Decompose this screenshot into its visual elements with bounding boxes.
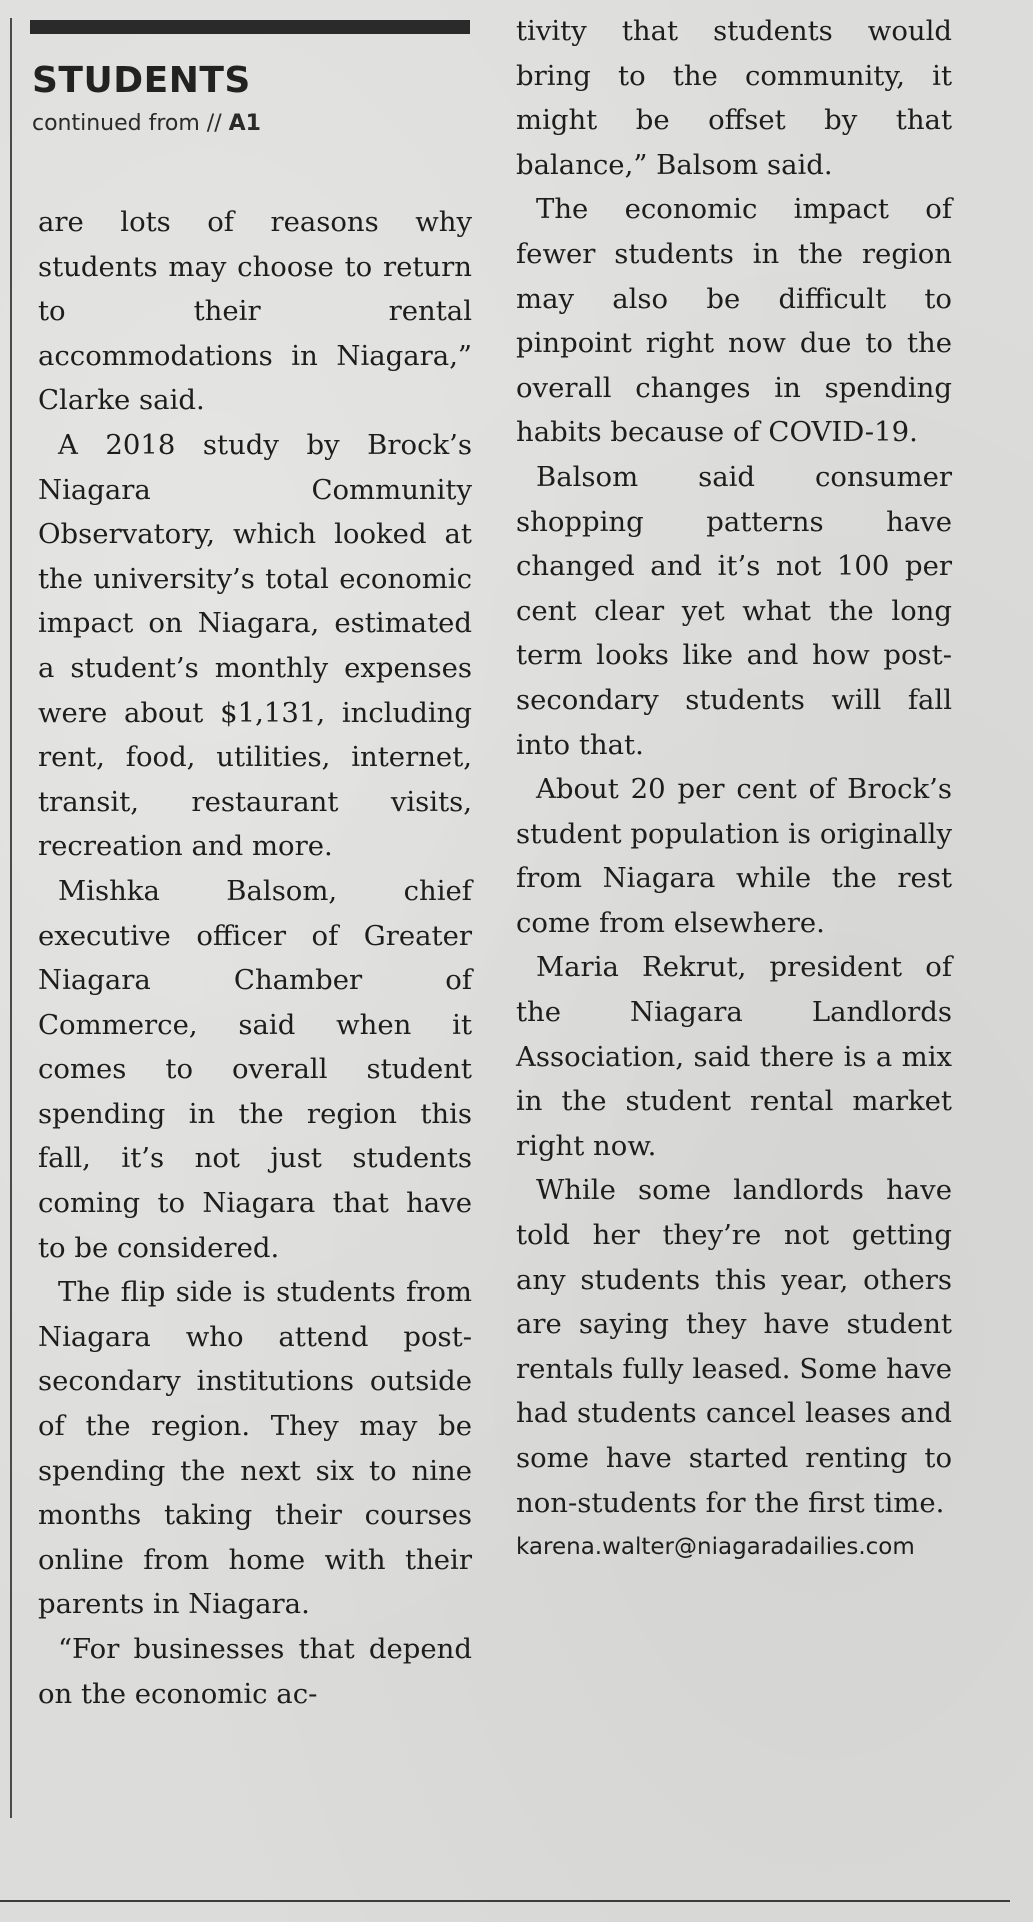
continued-prefix: continued from // (32, 111, 222, 136)
paragraph: Maria Rekrut, president of the Niagara Landlords Association, said there is a mix in the student rental market right now. (516, 951, 952, 1162)
author-email-byline: karena.walter@niagaradailies.com (516, 1534, 915, 1561)
continued-page-ref: A1 (228, 111, 261, 136)
article-column-left (38, 200, 472, 1716)
continued-from-line (32, 111, 261, 136)
paragraph: tivity that students would bring to the community, it might be offset by that balance,” Balsom said. (516, 15, 952, 181)
paragraph: are lots of reasons why students may choose to return to their rental accommodations in Niagara,” Clarke said. (38, 206, 472, 417)
paragraph: About 20 per cent of Brock’s student population is originally from Niagara while the rest come from elsewhere. (516, 773, 952, 939)
paragraph: While some landlords have told her they’re not getting any students this year, others are saying they have student rentals fully leased. Some have had students cancel leases and some have started renting to non-students for the first time. (516, 1174, 952, 1519)
article-column-right (516, 9, 952, 1569)
paragraph: “For businesses that depend on the economic ac- (38, 1633, 472, 1710)
paragraph: The flip side is students from Niagara who attend post-secondary institutions outside of the region. They may be spending the next six to nine months taking their courses online from home with their parents in Niagara. (38, 1276, 472, 1621)
article-kicker: STUDENTS (32, 60, 251, 101)
paragraph: The economic impact of fewer students in the region may also be difficult to pinpoint right now due to the overall changes in spending habits because of COVID-19. (516, 193, 952, 449)
paragraph: A 2018 study by Brock’s Niagara Community Observatory, which looked at the university’s total economic impact on Niagara, estimated a student’s monthly expenses were about $1,131, including rent, food, utilities, internet, transit, restaurant visits, recreation and more. (38, 428, 472, 863)
column-divider-line (10, 18, 12, 1818)
paragraph: Balsom said consumer shopping patterns have changed and it’s not 100 per cent clear yet what the long term looks like and how post-secondary students will fall into that. (516, 460, 952, 761)
page-bottom-rule (0, 1900, 1010, 1902)
paragraph: Mishka Balsom, chief executive officer of Greater Niagara Chamber of Commerce, said when it comes to overall student spending in the region this fall, it’s not just students coming to Niagara that have to be considered. (38, 874, 472, 1264)
section-header-bar (30, 20, 470, 34)
